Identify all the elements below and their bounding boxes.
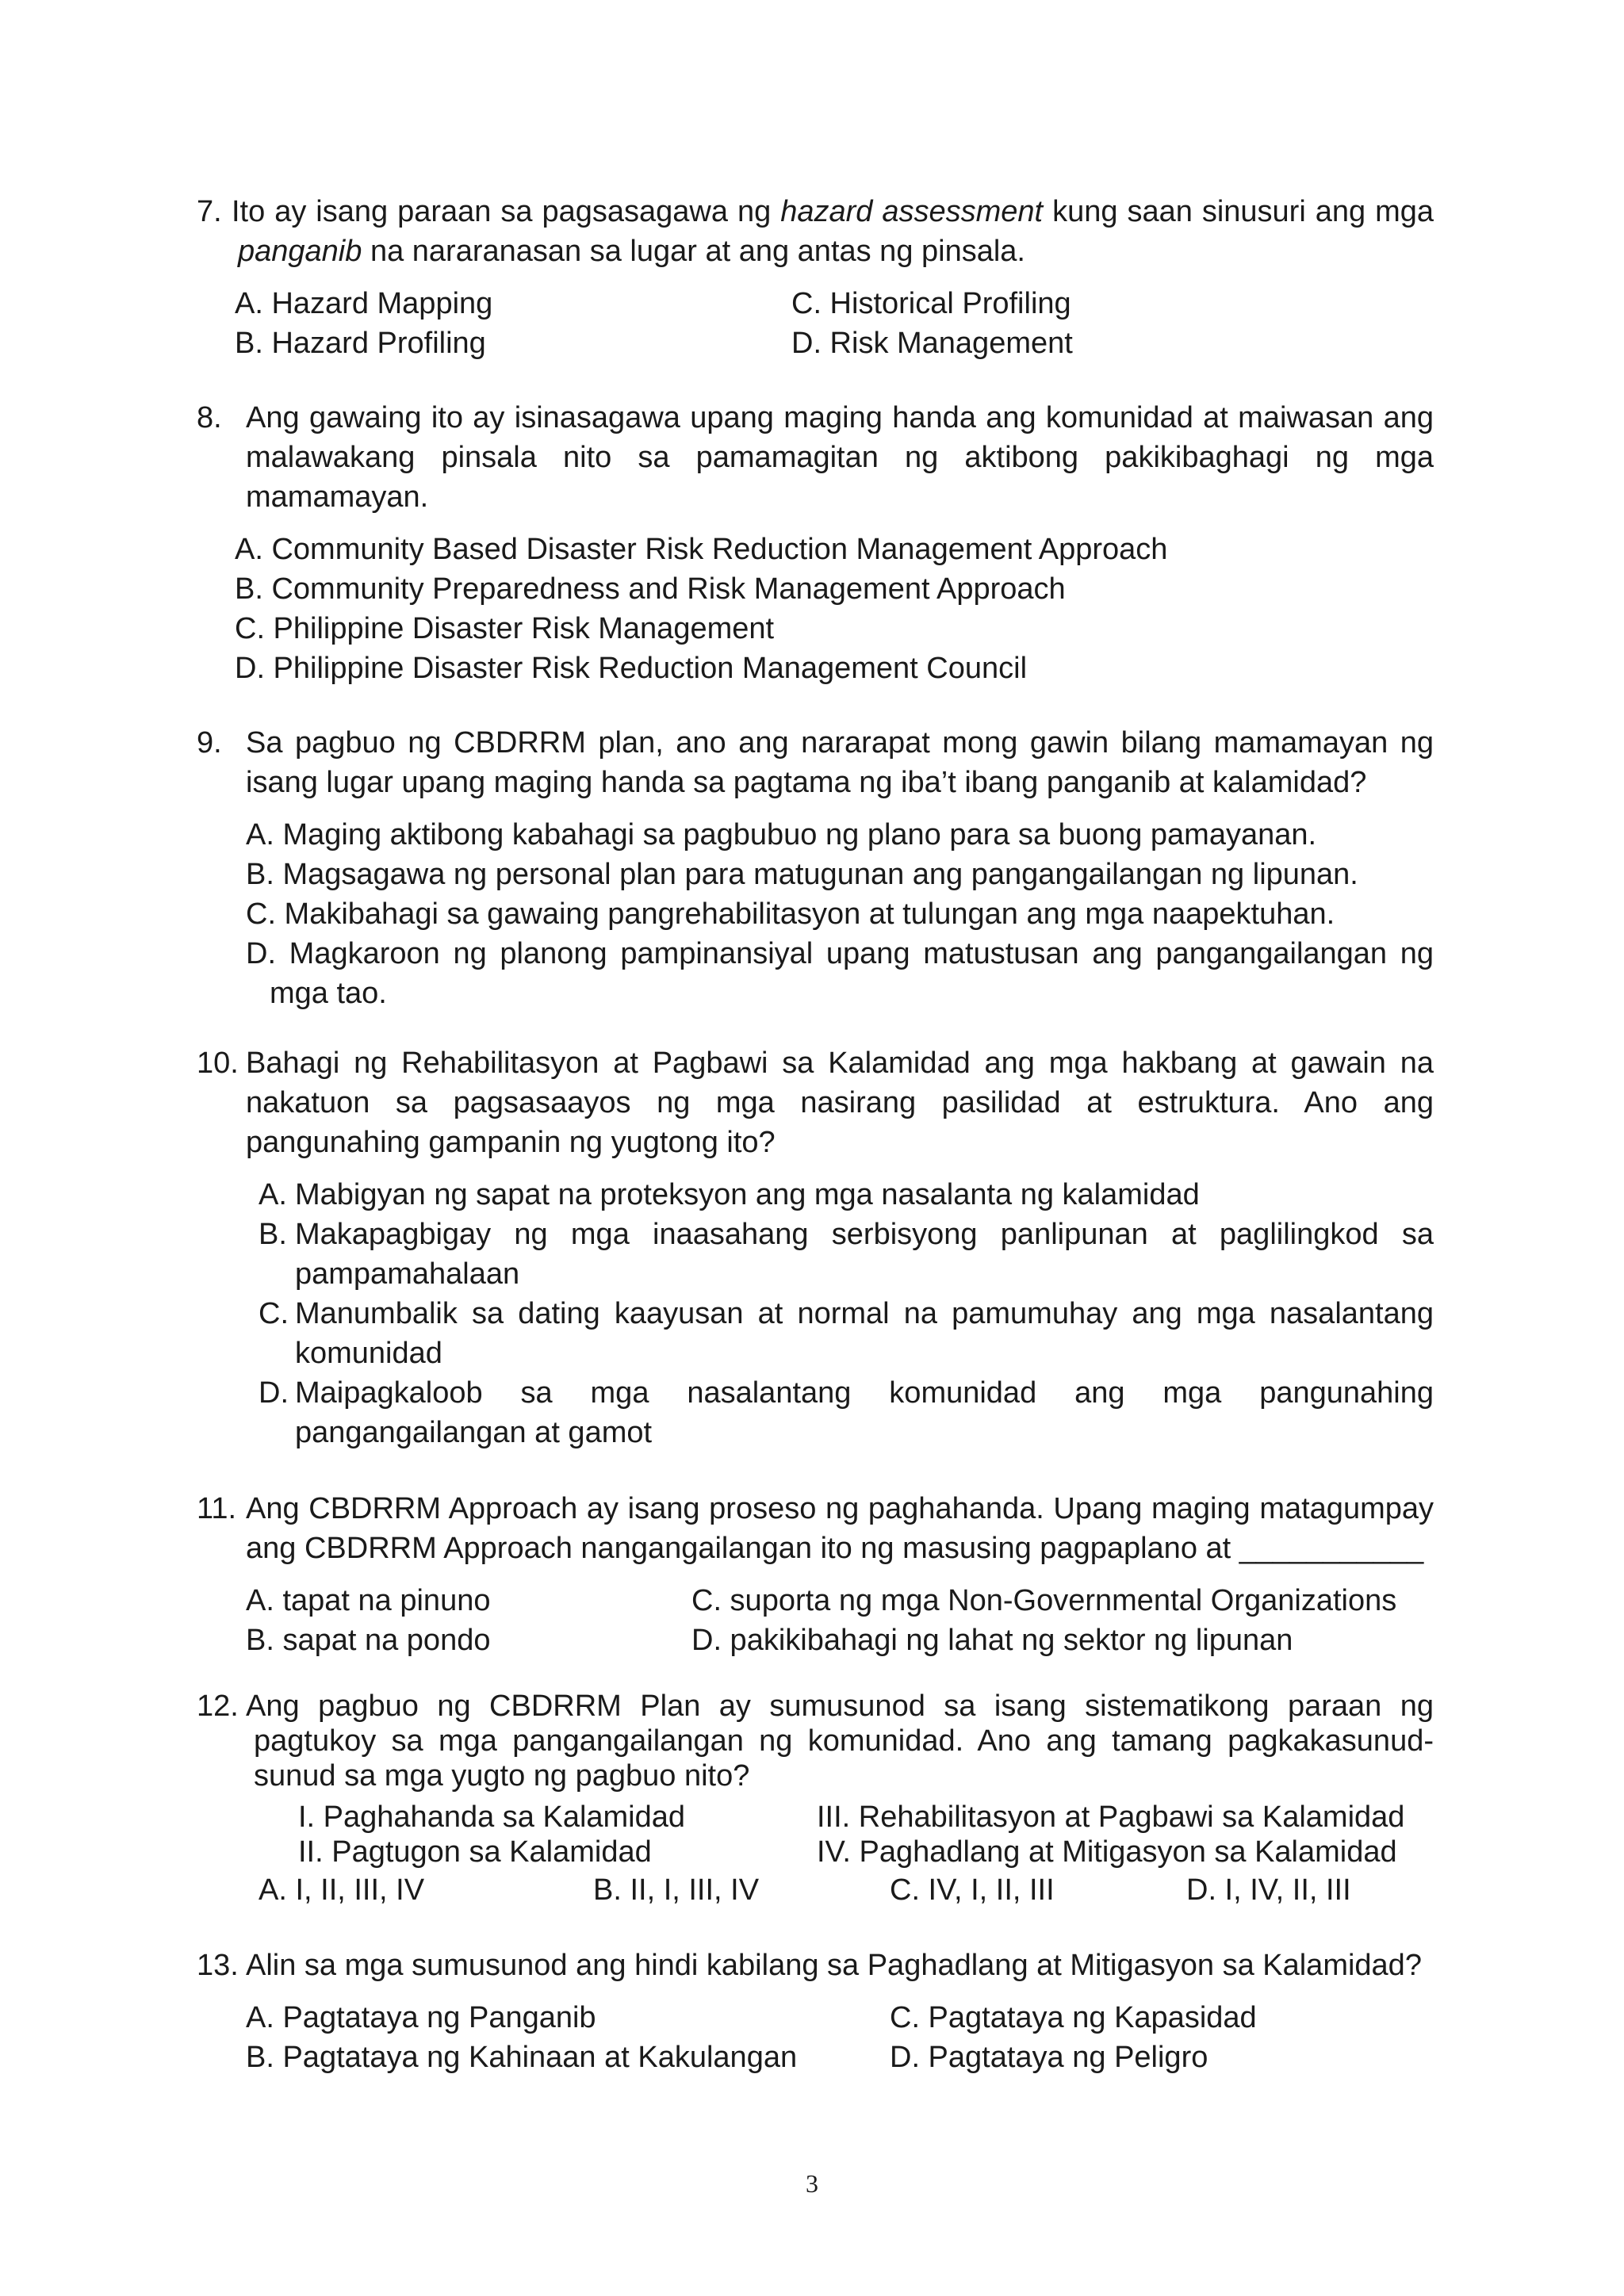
stem-emphasis: panganib [238,235,362,268]
question-9 [197,723,1434,1013]
answer-options [197,1998,1434,2084]
option-c[interactable]: C. Makibahagi sa gawaing pangrehabilitasyon at tulungan ang mga naapektuhan. [246,897,1335,931]
item-iv: IV. Paghadlang at Mitigasyon sa Kalamidad [817,1835,1397,1869]
item-i: I. Paghahanda sa Kalamidad [298,1800,686,1834]
item-iii: III. Rehabilitasyon at Pagbawi sa Kalamidad [817,1800,1405,1834]
page-number: 3 [806,2169,818,2198]
question-13 [197,1946,1434,2084]
option-a[interactable]: A. Pagtataya ng Panganib [246,2001,596,2034]
option-b[interactable]: B. II, I, III, IV [593,1873,760,1907]
question-stem: Bahagi ng Rehabilitasyon at Pagbawi sa Kalamidad ang mga hakbang at gawain na nakatuon sa pagsasaayos ng mga nasirang pasilidad at estruktura. Ano ang pangunahing gampanin ng yugtong ito? [246,1047,1434,1159]
option-a[interactable]: A. I, II, III, IV [259,1873,425,1907]
option-d[interactable]: D. I, IV, II, III [1186,1873,1351,1907]
question-8 [197,398,1434,688]
option-a[interactable]: A. Mabigyan ng sapat na proteksyon ang mga nasalanta ng kalamidad [259,1178,1200,1211]
answer-options [259,1175,1434,1452]
option-b[interactable]: B. sapat na pondo [246,1624,491,1657]
option-b[interactable]: B. Makapagbigay ng mga inaasahang serbisyong panlipunan at paglilingkod sa pampamahalaan [259,1218,1434,1291]
option-b[interactable]: B. Pagtataya ng Kahinaan at Kakulangan [246,2041,798,2074]
option-b[interactable]: B. Hazard Profiling [235,327,486,360]
question-stem: Ang pagbuo ng CBDRRM Plan ay sumusunod sa isang sistematikong paraan ng pagtukoy sa mga pangangailangan ng komunidad. Ano ang tamang pagkakasunud- sunud sa mga yugto ng pagbuo nito? [246,1689,1434,1793]
question-number: 12. [197,1689,239,1723]
ordering-items [197,1800,1434,1869]
question-number: 13. [197,1949,239,1982]
option-d[interactable]: D. Maipagkaloob sa mga nasalantang komunidad ang mga pangunahing pangangailangan at gamot [259,1376,1434,1449]
option-d[interactable]: D. Magkaroon ng planong pampinansiyal upang matustusan ang pangangailangan ng mga tao. [246,937,1434,1010]
question-12 [197,1689,1434,1912]
option-c[interactable]: C. Pagtataya ng Kapasidad [890,2001,1257,2034]
question-stem: Ito ay isang paraan sa pagsasagawa ng hazard assessment kung saan sinusuri ang mga [232,195,1434,228]
question-number: 8. [197,401,222,434]
question-stem: Sa pagbuo ng CBDRRM plan, ano ang nararapat mong gawin bilang mamamayan ng isang lugar upang maging handa sa pagtama ng iba’t ibang panganib at kalamidad? [246,726,1434,799]
option-b[interactable]: B. Magsagawa ng personal plan para matugunan ang pangangailangan ng lipunan. [246,858,1358,891]
question-number: 11. [197,1492,237,1525]
question-stem: Alin sa mga sumusunod ang hindi kabilang sa Paghadlang at Mitigasyon sa Kalamidad? [246,1949,1422,1982]
item-ii: II. Pagtugon sa Kalamidad [298,1835,652,1869]
stem-emphasis: hazard assessment [780,195,1044,228]
question-stem: Ang gawaing ito ay isinasagawa upang maging handa ang komunidad at maiwasan ang malawakang pinsala nito sa pamamagitan ng aktibong pakikibaghagi ng mga mamamayan. [246,401,1434,514]
answer-options [197,1581,1434,1667]
option-d[interactable]: D. Philippine Disaster Risk Reduction Management Council [235,652,1028,685]
option-d[interactable]: D. Pagtataya ng Peligro [890,2041,1208,2074]
answer-options [235,530,1434,688]
question-11 [197,1489,1434,1667]
answer-options [246,815,1434,1013]
option-c[interactable]: C. suporta ng mga Non-Governmental Organizations [691,1584,1397,1617]
question-number: 7. [197,195,222,228]
option-d[interactable]: D. pakikibahagi ng lahat ng sektor ng lipunan [691,1624,1293,1657]
option-c[interactable]: C. Philippine Disaster Risk Management [235,612,775,645]
option-d[interactable]: D. Risk Management [791,327,1073,360]
option-c[interactable]: C. Manumbalik sa dating kaayusan at normal na pamumuhay ang mga nasalantang komunidad [259,1297,1434,1370]
question-7 [197,192,1434,369]
question-number: 9. [197,726,222,760]
question-stem: Ang CBDRRM Approach ay isang proseso ng paghahanda. Upang maging matagumpay ang CBDRRM Approach nangangailangan ito ng masusing pagpaplano at ___________ [246,1492,1434,1565]
option-a[interactable]: A. Maging aktibong kabahagi sa pagbubuo ng plano para sa buong pamayanan. [246,818,1317,851]
question-number: 10. [197,1047,239,1080]
option-c[interactable]: C. IV, I, II, III [890,1873,1055,1907]
question-10 [197,1043,1434,1452]
question-stem-line2: panganib na nararanasan sa lugar at ang antas ng pinsala. [238,235,1025,268]
option-b[interactable]: B. Community Preparedness and Risk Management Approach [235,572,1066,606]
answer-options [197,284,1434,369]
option-a[interactable]: A. Hazard Mapping [235,287,493,320]
answer-options [197,1873,1434,1912]
option-c[interactable]: C. Historical Profiling [791,287,1071,320]
option-a[interactable]: A. tapat na pinuno [246,1584,491,1617]
option-a[interactable]: A. Community Based Disaster Risk Reduction Management Approach [235,533,1168,566]
